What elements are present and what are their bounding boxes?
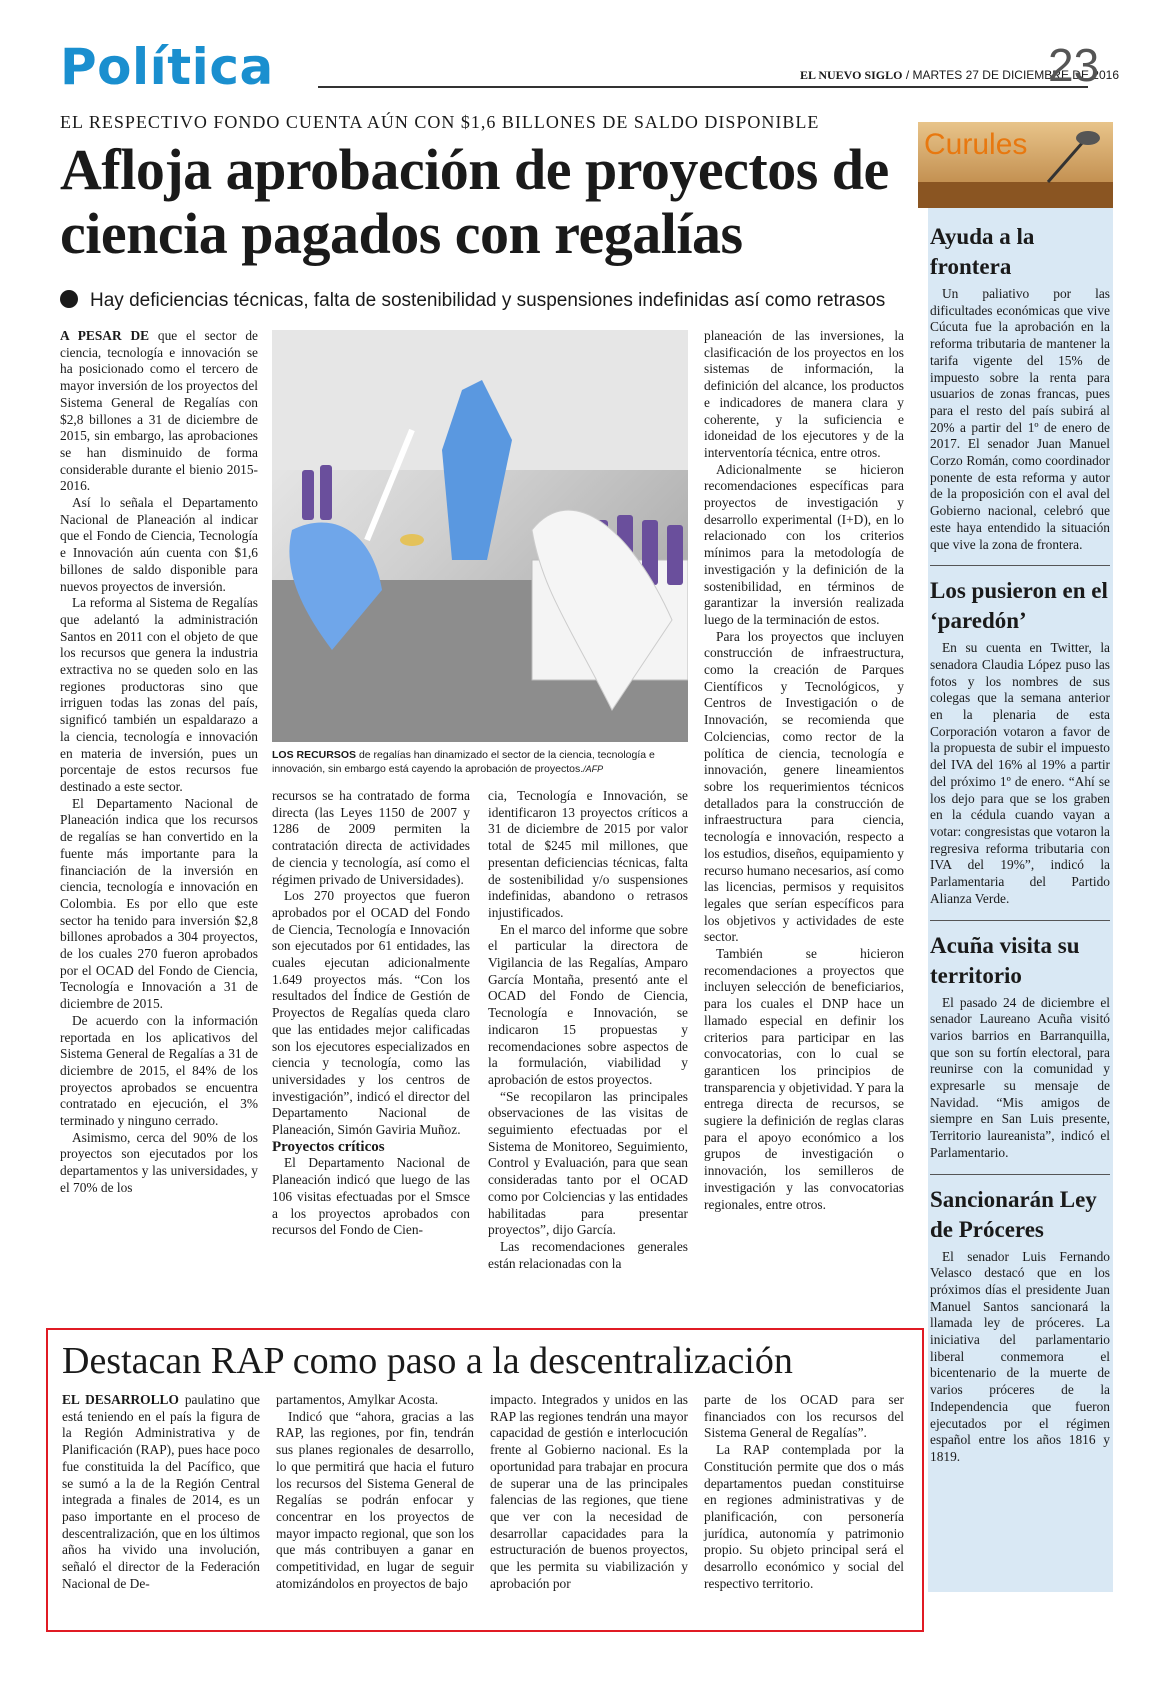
- masthead-date: / MARTES 27 DE DICIEMBRE DE 2016: [905, 68, 1119, 82]
- paragraph: Así lo señala el Departamento Nacional de Planeación al indicar que el Fondo de Ciencia, Tecnología e Innovación aún cuenta con $1,6 billones de saldo disponible para nuevos proyectos de inversión.: [60, 495, 258, 594]
- paragraph: Indicó que “ahora, gracias a las RAP, las regiones, por fin, tendrán sus planes regionales de desarrollo, lo que permitirá que hacia el futuro los recursos del Sistema General de Regalías se podrán enfocar y concentrar en los proyectos de mayor impacto regional, que son los que más contribuyen a ganar en competitividad, en lugar de seguir atomizándolos en proyectos de bajo: [276, 1408, 474, 1591]
- paragraph: “Se recopilaron las principales observaciones de las visitas de seguimiento efectuadas por el Sistema de Monitoreo, Seguimiento, Control y Evaluación, para que sean consideradas tanto por el OCAD como por Colciencias y las entidades habilitadas para presentar proyectos”, dijo García.: [488, 1088, 688, 1238]
- article-column-3: [488, 788, 688, 1272]
- lead-words: EL DESARROLLO: [62, 1392, 179, 1407]
- secondary-headline: Destacan RAP como paso a la descentralización: [62, 1340, 793, 1382]
- paragraph: El Departamento Nacional de Planeación indicó que luego de las 106 visitas efectuadas por el Smsce a los proyectos aprobados con recursos del Fondo de Cien-: [272, 1155, 470, 1238]
- paragraph-text: paulatino que está teniendo en el país la figura de la Región Administrativa y de Planificación (RAP), pues hace poco fue constituida la del Pacífico, que se sumó a la de la Región Central integrada a finales de 2014, es un paso importante en el proceso de descentralización, que en los últimos años ha vivido una involución, señaló el director de la Federación Nacional de De-: [62, 1392, 260, 1591]
- paragraph: [62, 1392, 260, 1592]
- sidebar-item-title: Ayuda a la frontera: [930, 224, 1035, 279]
- paragraph: La reforma al Sistema de Regalías que adelantó la administración Santos en 2011 con el objeto de que los recursos que genera la industria extractiva no se queden solo en las regiones productoras sino que irriguen todas las zonas del país, significó también un espaldarazo a la ciencia, tecnología e innovación en materia de inversión, pues un porcentaje de estos recursos fue destinado a este sector.: [60, 595, 258, 794]
- article-headline: Afloja aprobación de proyectos de ciencia pagados con regalías: [60, 137, 889, 266]
- divider: [930, 565, 1110, 566]
- secondary-column-2: [276, 1392, 474, 1592]
- paragraph: El Departamento Nacional de Planeación indica que los recursos de regalías se han convertido en la fuente más importante para la financiación de la inversión en ciencia, tecnología e innovación en Colombia. Es por ello que este sector ha tenido para inversión $2,8 billones aprobados a 304 proyectos, de los cuales 270 fueron aprobados por el OCAD del Fondo de Ciencia, Tecnología e Innovación a 31 de diciembre de 2015.: [60, 795, 258, 1012]
- divider: [930, 920, 1110, 921]
- paragraph: Para los proyectos que incluyen construcción de infraestructura, como la creación de Parques Científicos y Tecnológicos, y Centros de Investigación o de Innovación, se recomienda que Colciencias, como rector de la política de ciencia, tecnología e innovación, genere lineamientos sobre los requerimientos técnicos detallados para la construcción de infraestructura para ciencia, tecnología e innovación, respecto a los estudios, diseños, equipamiento y recurso humano necesarios, así como las licencias, permisos y requisitos legales que serían específicos para los objetivos y actividades de este sector.: [704, 628, 904, 945]
- subsection-title: Proyectos críticos: [272, 1138, 385, 1155]
- sidebar-item: [930, 576, 1110, 907]
- caption-text: de regalías han dinamizado el sector de la ciencia, tecnología e innovación, sin embargo está cayendo la aprobación de proyectos.: [272, 749, 655, 775]
- sidebar-item-title: Acuña visita su territorio: [930, 932, 1080, 988]
- paragraph: Las recomendaciones generales están relacionadas con la: [488, 1238, 688, 1271]
- sidebar-items: [930, 222, 1110, 1466]
- sidebar-item-text: El senador Luis Fernando Velasco destacó que en los próximos días el presidente Juan Manuel Santos sancionará la llamada ley de próceres. La iniciativa del parlamentario liberal conmemora el bicentenario de la muerte de varios próceres de la Independencia que fueron ejecutados por el régimen español entre los años 1816 y 1819.: [930, 1248, 1110, 1464]
- lab-photo-illustration: [272, 330, 688, 742]
- paragraph-text: que el sector de ciencia, tecnología e innovación se ha posicionado como el tercero de mayor inversión de los proyectos del Sistema General de Regalías con $2,8 billones a 31 de diciembre de 2015, sin embargo, las aprobaciones se han disminuido de forma considerable durante el bienio 2015-2016.: [60, 328, 258, 494]
- secondary-column-4: [704, 1392, 904, 1592]
- sidebar-item-title: Los pusieron en el ‘paredón’: [930, 578, 1108, 634]
- secondary-column-1: [62, 1392, 260, 1592]
- paragraph: La RAP contemplada por la Constitución permite que dos o más departamentos puedan constituirse en regiones administrativas y de planificación, con personería jurídica, autonomía y patrimonio propio. Su objeto principal será el desarrollo económico y social del respectivo territorio.: [704, 1442, 904, 1591]
- sidebar-item: [930, 931, 1110, 1162]
- caption-lead: LOS RECURSOS: [272, 749, 357, 761]
- photo-caption: [272, 748, 688, 776]
- header-rule: [318, 86, 1088, 88]
- sidebar-item-title: Sancionarán Ley de Próceres: [930, 1186, 1097, 1242]
- sidebar-item-text: Un paliativo por las dificultades económicas que vive Cúcuta fue la aprobación en la reforma tributaria de mantener la tarifa vigente del 15% de impuesto sobre la renta para usuarios de zonas francas, pues para el resto del país subirá al 20% a partir del 1º de enero de 2017. El senador Juan Manuel Corzo Román, como coordinador ponente de esta reforma y autor de la proposición con el aval del Gobierno nacional, celebró que este haya entendido la situación que vive la zona de frontera.: [930, 286, 1110, 552]
- paragraph: Los 270 proyectos que fueron aprobados por el OCAD del Fondo de Ciencia, Tecnología e Innovación son ejecutados por 61 entidades, las cuales ejecutan adicionalmente 1.649 proyectos más. “Con los resultados del Índice de Gestión de Proyectos de Regalías queda claro que las entidades mejor calificadas son los ejecutores especializados en ciencia y tecnología, como las universidades y los centros de investigación”, indicó el director del Departamento Nacional de Planeación, Simón Gaviria Muñoz.: [272, 888, 470, 1138]
- section-title: Política: [60, 38, 274, 96]
- sidebar-item-text: El pasado 24 de diciembre el senador Laureano Acuña visitó varios barrios en Barranquilla, que son su fortín electoral, para reunirse con la comunidad y expresarle su mensaje de Navidad. “Mis amigos de siempre en San Luis presente, Territorio laureanista”, indicó el Parlamentario.: [930, 994, 1110, 1160]
- curules-label: Curules: [924, 128, 1028, 161]
- paragraph: [60, 328, 258, 495]
- page-number: 23: [1048, 39, 1100, 91]
- paragraph: En el marco del informe que sobre el particular la directora de Vigilancia de las Regalías, Amparo García Montaña, presentó ante el OCAD del Fondo de Ciencia, Tecnología e Innovación, se indicaron 15 propuestas y recomendaciones sobre aspectos de la formulación, viabilidad y aprobación de estos proyectos.: [488, 921, 688, 1087]
- bullet-dot: [60, 290, 78, 308]
- paragraph: También se hicieron recomendaciones a proyectos que incluyen selección de beneficiarios, para los cuales el DNP hace un llamado especial en definir los criterios para participar en las convocatorias, con lo cual se garanticen los principios de transparencia y objetividad. Y para la entrega directa de recursos, se sugiere la definición de reglas claras para el apoyo económico a los grupos de investigación o innovación, los semilleros de investigación y las convocatorias regionales, entre otros.: [704, 946, 904, 1212]
- lab-photo: [272, 330, 688, 742]
- article-kicker: EL RESPECTIVO FONDO CUENTA AÚN CON $1,6 BILLONES DE SALDO DISPONIBLE: [60, 112, 820, 132]
- sidebar-item: [930, 1185, 1110, 1466]
- subhead-text: Hay deficiencias técnicas, falta de sostenibilidad y suspensiones indefinidas así como retrasos: [90, 290, 886, 311]
- paragraph: impacto. Integrados y unidos en las RAP las regiones tendrán una mayor capacidad de gestión e interlocución frente al Gobierno nacional. Es la oportunidad para trabajar en procura de superar una de las principales falencias de las regiones, que tiene que ver con la necesidad de desarrollar capacidades para la estructuración de buenos proyectos, que les permita su viabilización y aprobación por: [490, 1392, 688, 1591]
- paragraph: Adicionalmente se hicieron recomendaciones específicas para proyectos de investigación y desarrollo experimental (I+D), en lo relacionado con los criterios mínimos para la metodología de investigación y la definición de la sostenibilidad, en términos de garantizar la inversión realizada luego de la terminación de estos.: [704, 461, 904, 627]
- sidebar-item-text: En su cuenta en Twitter, la senadora Claudia López puso las fotos y los nombres de sus colegas que la semana anterior en la plenaria de esta Corporación votaron a favor de la propuesta de subir el impuesto del IVA del 16% al 19% a partir del próximo 1º de enero. “Ahí se los dejo para que se los graben en la cédula cuando vayan a votar: congresistas que votaron la regresiva reforma tributaria con IVA del 19%”, indicó la Parlamentaria del Partido Alianza Verde.: [930, 640, 1110, 906]
- paragraph: De acuerdo con la información reportada en los aplicativos del Sistema General de Regalías a 31 de diciembre de 2015, el 84% de los proyectos aprobados se encuentra contratado en ejecución, el 3% terminado y ninguno cerrado.: [60, 1012, 258, 1129]
- masthead-paper: EL NUEVO SIGLO: [800, 68, 903, 82]
- article-subhead: [60, 290, 920, 312]
- article-column-4: [704, 328, 904, 1213]
- divider: [930, 1174, 1110, 1175]
- photo-credit: /AFP: [583, 764, 604, 774]
- paragraph: parte de los OCAD para ser financiados con los recursos del Sistema General de Regalías”.: [704, 1392, 904, 1441]
- article-column-1: [60, 328, 258, 1197]
- paragraph: cia, Tecnología e Innovación, se identificaron 13 proyectos críticos a 31 de diciembre de 2015 por valor total de $245 mil millones, que presentan deficiencias técnicas, falta de sostenibilidad y/o suspensiones indefinidas, abandono o retrasos injustificados.: [488, 788, 688, 920]
- article-column-2: [272, 788, 470, 1239]
- paragraph: partamentos, Amylkar Acosta.: [276, 1392, 439, 1407]
- paragraph: planeación de las inversiones, la clasificación de los proyectos en los sistemas de información, la definición del alcance, los productos e indicadores de manera clara y coherente, y la suficiencia e idoneidad de los ejecutores y de la interventoría técnica, entre otros.: [704, 328, 904, 460]
- paragraph: recursos se ha contratado de forma directa (las Leyes 1150 de 2007 y 1286 de 2009 permiten la contratación directa de actividades de ciencia y tecnología, así como el régimen privado de Universidades).: [272, 788, 470, 887]
- sidebar-item: [930, 222, 1110, 553]
- paragraph: Asimismo, cerca del 90% de los proyectos son ejecutados por los departamentos y las universidades, y el 70% de los: [60, 1129, 258, 1195]
- secondary-column-3: [490, 1392, 688, 1592]
- lead-words: A PESAR DE: [60, 328, 150, 343]
